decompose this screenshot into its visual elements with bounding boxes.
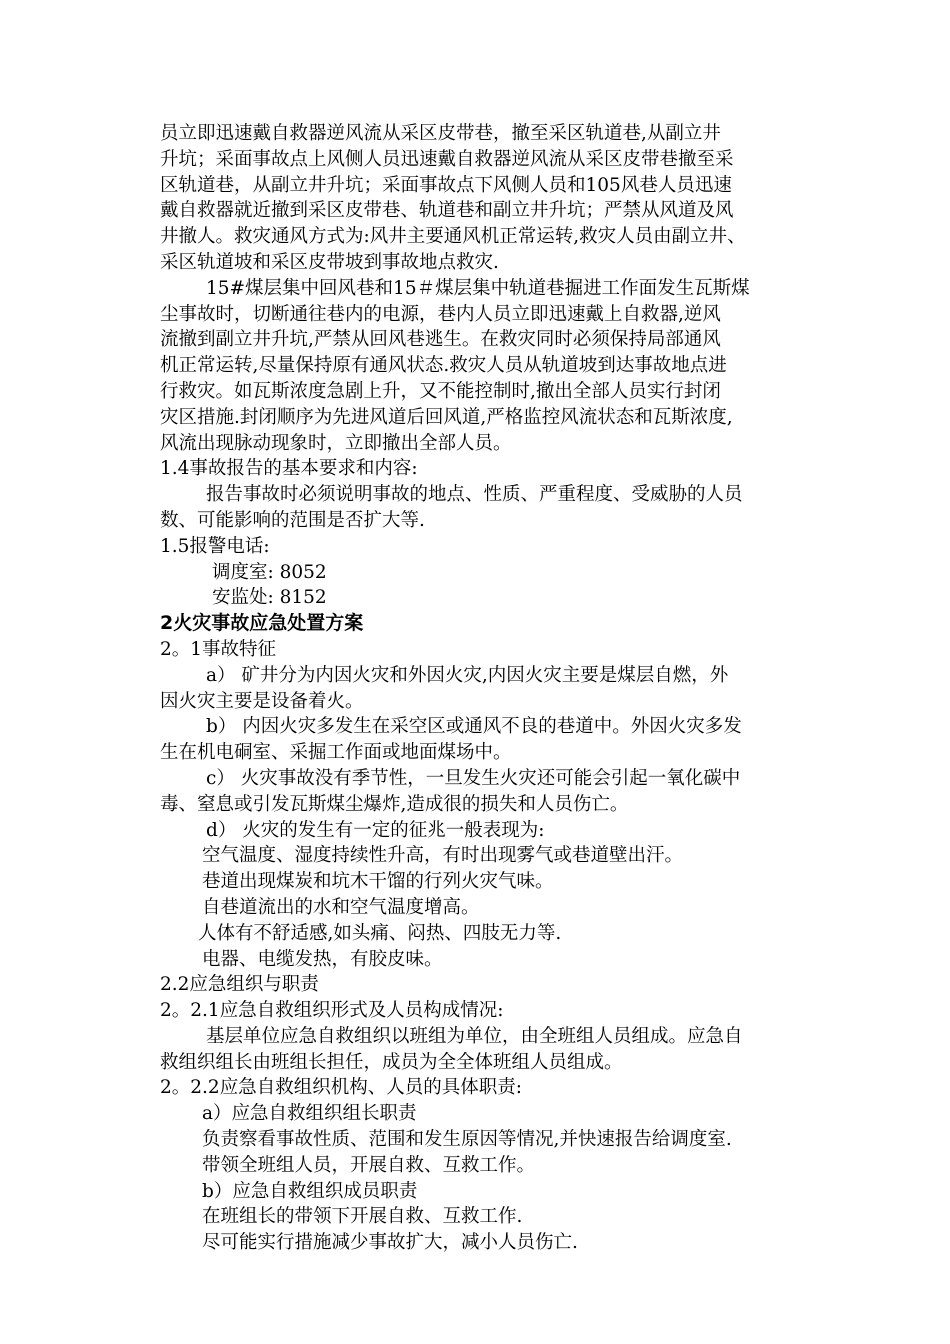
text-line: 因火灾主要是设备着火。 [160, 690, 364, 712]
text-line: 数、可能影响的范围是否扩大等. [160, 509, 425, 531]
text-line: a）应急自救组织组长职责 [202, 1103, 417, 1125]
text-line: 流撤到副立井升坑,严禁从回风巷逃生。在救灾同时必须保持局部通风 [160, 329, 721, 351]
text-line: 调度室: 8052 [212, 561, 327, 583]
text-line: 报告事故时必须说明事故的地点、性质、严重程度、受威胁的人员 [206, 484, 743, 506]
text-line: 风流出现脉动现象时，立即撤出全部人员。 [160, 432, 512, 454]
text-line: 2.2应急组织与职责 [160, 974, 319, 996]
text-line: d） 火灾的发生有一定的征兆一般表现为: [206, 819, 545, 841]
text-line: 电器、电缆发热，有胶皮味。 [202, 948, 443, 970]
text-line: c） 火灾事故没有季节性，一旦发生火灾还可能会引起一氧化碳中 [206, 767, 741, 789]
text-line: 升坑；采面事故点上风侧人员迅速戴自救器逆风流从采区皮带巷撤至采 [160, 148, 734, 170]
text-line: 2。1事故特征 [160, 638, 277, 660]
text-line: 基层单位应急自救组织以班组为单位，由全班组人员组成。应急自 [206, 1025, 743, 1047]
text-line: 灾区措施.封闭顺序为先进风道后回风道,严格监控风流状态和瓦斯浓度, [160, 406, 733, 428]
text-line: a） 矿井分为内因火灾和外因火灾,内因火灾主要是煤层自燃，外 [206, 664, 729, 686]
text-line: 尽可能实行措施减少事故扩大，减小人员伤亡. [202, 1232, 578, 1254]
text-line: 区轨道巷，从副立井升坑；采面事故点下风侧人员和105风巷人员迅速 [160, 174, 732, 196]
text-line: 戴自救器就近撤到采区皮带巷、轨道巷和副立井升坑；严禁从风道及风 [160, 200, 734, 222]
text-line: 尘事故时，切断通往巷内的电源，巷内人员立即迅速戴上自救器,逆风 [160, 303, 721, 325]
text-line: 负责察看事故性质、范围和发生原因等情况,并快速报告给调度室. [202, 1129, 732, 1151]
text-line: 15#煤层集中回风巷和15＃煤层集中轨道巷掘进工作面发生瓦斯煤 [206, 277, 750, 299]
text-line: 巷道出现煤炭和坑木干馏的行列火灾气味。 [202, 871, 554, 893]
text-line: 空气温度、湿度持续性升高，有时出现雾气或巷道壁出汗。 [202, 845, 684, 867]
section-heading: 2火灾事故应急处置方案 [160, 612, 364, 635]
text-line: 1.4事故报告的基本要求和内容: [160, 458, 418, 480]
text-line: 2。2.1应急自救组织形式及人员构成情况: [160, 1000, 504, 1022]
text-line: b）应急自救组织成员职责 [202, 1180, 418, 1202]
text-line: 员立即迅速戴自救器逆风流从采区皮带巷，撤至采区轨道巷,从副立井 [160, 123, 721, 144]
text-line: 1.5报警电话: [160, 535, 270, 557]
text-line: 人体有不舒适感,如头痛、闷热、四肢无力等. [198, 922, 562, 944]
text-line: 2。2.2应急自救组织机构、人员的具体职责: [160, 1077, 522, 1099]
text-line: 行救灾。如瓦斯浓度急剧上升，又不能控制时,撤出全部人员实行封闭 [160, 380, 721, 402]
text-line: 带领全班组人员，开展自救、互救工作。 [202, 1154, 536, 1176]
text-line: 安监处: 8152 [212, 587, 327, 609]
text-line: 在班组长的带领下开展自救、互救工作. [202, 1206, 523, 1228]
text-line: 救组织组长由班组长担任，成员为全全体班组人员组成。 [160, 1051, 623, 1073]
text-line: 生在机电硐室、采掘工作面或地面煤场中。 [160, 742, 512, 764]
text-line: b） 内因火灾多发生在采空区或通风不良的巷道中。外因火灾多发 [206, 716, 742, 738]
text-line: 井撤人。救灾通风方式为:风井主要通风机正常运转,救灾人员由副立井、 [160, 226, 746, 248]
text-line: 毒、窒息或引发瓦斯煤尘爆炸,造成很的损失和人员伤亡。 [160, 793, 629, 815]
text-line: 自巷道流出的水和空气温度增高。 [202, 896, 480, 918]
text-line: 机正常运转,尽量保持原有通风状态.救灾人员从轨道坡到达事故地点进 [160, 355, 727, 377]
text-line: 采区轨道坡和采区皮带坡到事故地点救灾. [160, 251, 499, 273]
